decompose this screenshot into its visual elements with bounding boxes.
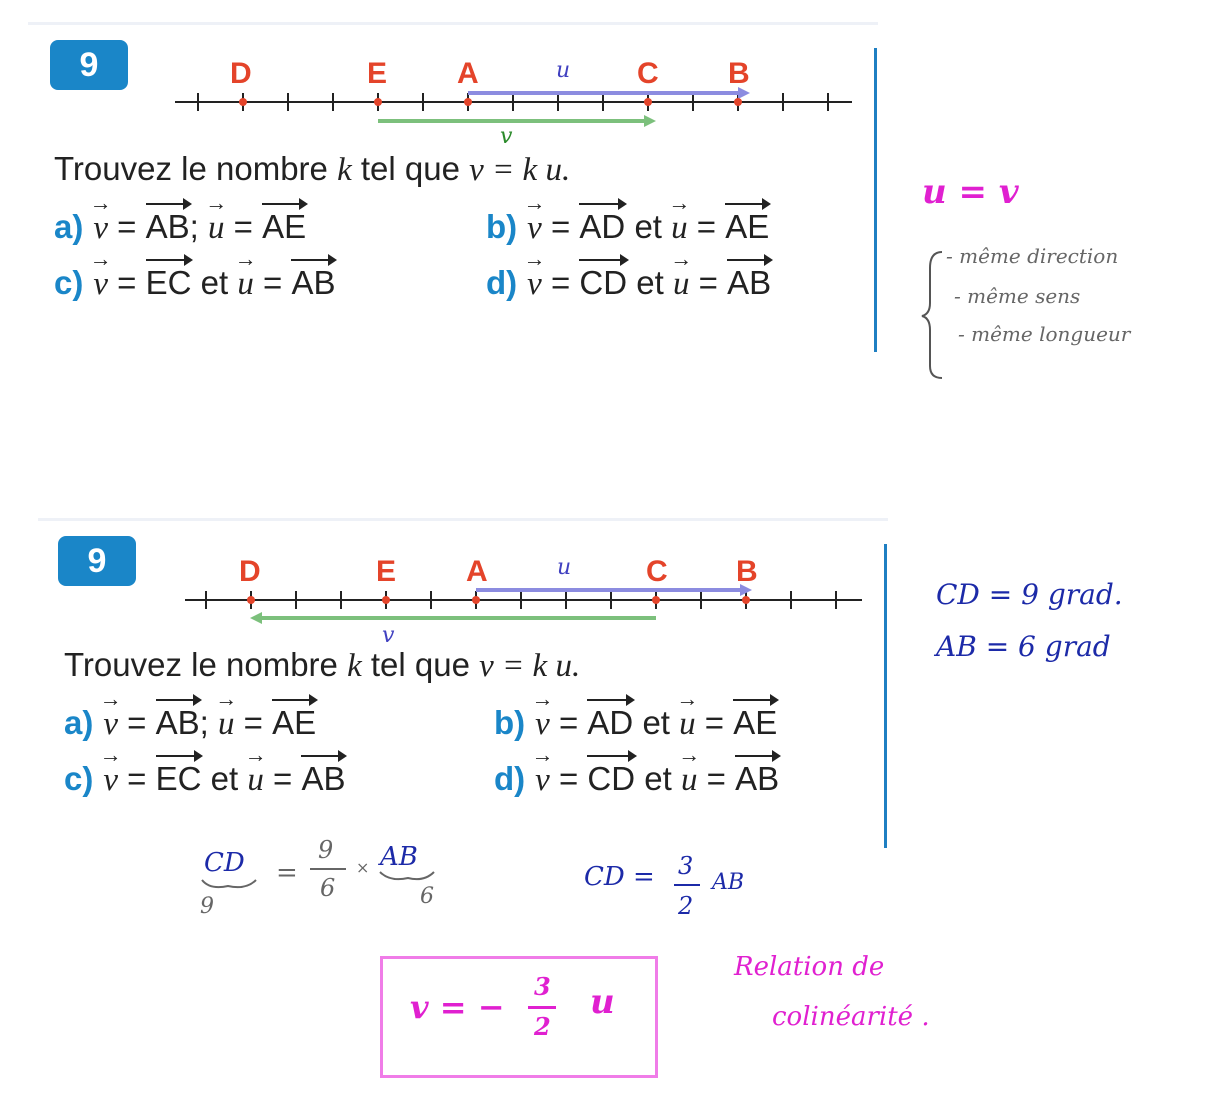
question-a: a)→ v = AB; → u = AE: [54, 208, 306, 247]
question-d: d)→ v = CD et → u = AB: [486, 264, 771, 303]
note-ratio-bar: [310, 868, 346, 870]
note-cd-grad: CD = 9 grad.: [936, 578, 1123, 611]
note-ratio-equals: =: [276, 858, 298, 888]
question-b: b)→ v = AD et → u = AE: [486, 208, 769, 247]
question-c: c)→ v = EC et → u = AB: [54, 264, 335, 303]
vector-v-label: v: [500, 124, 513, 149]
note-ratio-times: ×: [356, 858, 370, 877]
vector-u-label: u: [556, 58, 571, 83]
note-ratio-rhs: AB: [380, 842, 418, 872]
note-cd-equals: CD =: [584, 862, 655, 892]
note-u-equals-v: u = v: [922, 172, 1019, 212]
point-label-c-2: C: [646, 555, 668, 588]
prompt-text-2: Trouvez le nombre k tel que v = k u.: [64, 646, 581, 684]
note-ratio-lhs: CD: [204, 848, 245, 878]
point-label-d: D: [230, 57, 252, 90]
point-label-e-2: E: [376, 555, 397, 588]
vector-v-label-2: v: [382, 623, 395, 648]
exercise-number-badge-2: 9: [58, 536, 136, 586]
panel-divider-top: [874, 48, 877, 352]
answer-den: 2: [534, 1012, 551, 1041]
point-label-e: E: [367, 57, 388, 90]
note-cd-den: 2: [678, 892, 694, 920]
note-ratio-rhs-under: 6: [420, 884, 434, 909]
point-label-b-2: B: [736, 555, 758, 588]
point-label-c: C: [637, 57, 659, 90]
note-ab-grad: AB = 6 grad: [936, 630, 1111, 663]
note-list-item-3: - même longueur: [958, 322, 1131, 346]
exercise-number-badge: 9: [50, 40, 128, 90]
answer-bar: [528, 1006, 556, 1009]
note-cd-bar: [674, 884, 700, 886]
prompt-text: Trouvez le nombre k tel que v = k u.: [54, 150, 571, 188]
number-line-top: [170, 55, 860, 155]
note-ratio-num: 9: [318, 836, 334, 864]
point-label-a: A: [457, 57, 479, 90]
note-cd-ab: AB: [712, 870, 745, 895]
question-a-2: a)→ v = AB; → u = AE: [64, 704, 316, 743]
vector-u-label-2: u: [557, 555, 572, 580]
note-list-item-2: - même sens: [954, 284, 1081, 308]
question-b-2: b)→ v = AD et → u = AE: [494, 704, 777, 743]
number-line-bottom: [180, 550, 870, 650]
underbrace-rhs: [378, 870, 438, 884]
question-d-2: d)→ v = CD et → u = AB: [494, 760, 779, 799]
point-label-a-2: A: [466, 555, 488, 588]
note-ratio-lhs-under: 9: [200, 894, 214, 919]
panel-divider-bottom: [884, 544, 887, 848]
note-relation-line2: colinéarité .: [772, 1002, 930, 1032]
note-cd-num: 3: [678, 852, 694, 880]
point-label-b: B: [728, 57, 750, 90]
point-label-d-2: D: [239, 555, 261, 588]
question-c-2: c)→ v = EC et → u = AB: [64, 760, 345, 799]
note-ratio-den: 6: [320, 874, 336, 902]
note-brace: [920, 248, 950, 383]
answer-rhs: u: [590, 982, 615, 1022]
underbrace-lhs: [200, 878, 260, 892]
answer-num: 3: [534, 972, 551, 1001]
note-relation-line1: Relation de: [734, 952, 885, 982]
answer-lhs: v = −: [410, 988, 505, 1026]
note-list-item-1: - même direction: [946, 244, 1119, 268]
